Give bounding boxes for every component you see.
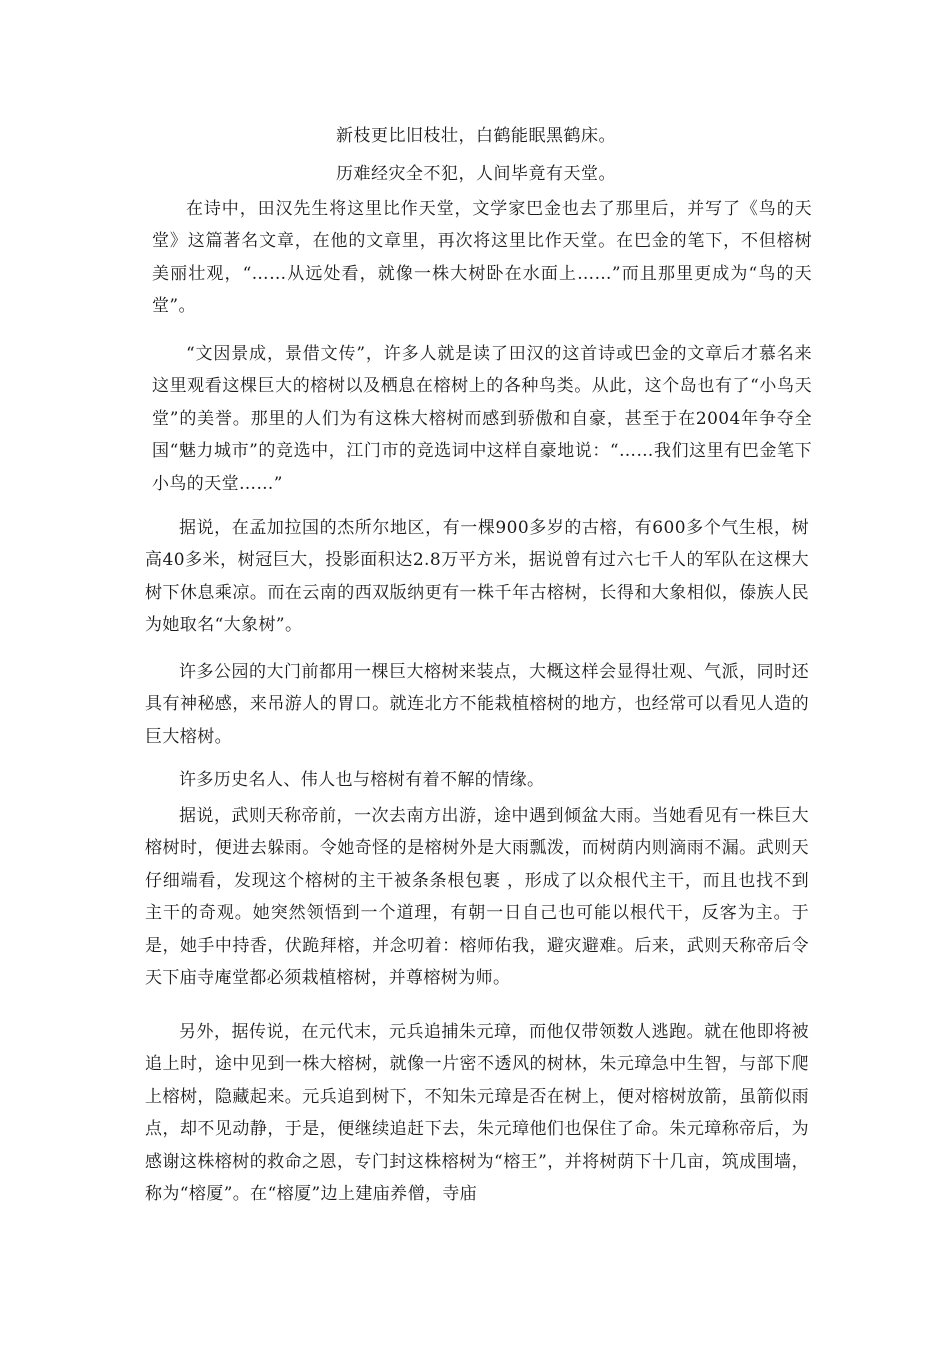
- poem-line-2: 历难经灾全不犯，人间毕竟有天堂。: [336, 164, 616, 184]
- paragraph-wen-yin-jing-cheng: “文因景成，景借文传”，许多人就是读了田汉的这首诗或巴金的文章后才慕名来这里观看这棵巨大的榕树以及栖息在榕树上的各种鸟类。从此，这个岛也有了“小鸟天堂”的美誉。那里的人们为有这株大榕树而感到骄傲和自豪，甚至于在2004年争夺全国“魅力城市”的竞选中，江门市的竞选词中这样自豪地说：“……我们这里有巴金笔下小鸟的天堂……”: [152, 344, 812, 494]
- paragraph-park-gates: 许多公园的大门前都用一棵巨大榕树来装点，大概这样会显得壮观、气派，同时还具有神秘感，来吊游人的胃口。就连北方不能栽植榕树的地方，也经常可以看见人造的巨大榕树。: [145, 662, 809, 747]
- paragraph-tianhan-bajin: 在诗中，田汉先生将这里比作天堂，文学家巴金也去了那里后，并写了《鸟的天堂》这篇著名文章，在他的文章里，再次将这里比作天堂。在巴金的笔下，不但榕树美丽壮观，“……从远处看，就像一株大树卧在水面上……”而且那里更成为“鸟的天堂”。: [152, 199, 812, 317]
- paragraph-wu-zetian: 据说，武则天称帝前，一次去南方出游，途中遇到倾盆大雨。当她看见有一株巨大榕树时，便进去躲雨。令她奇怪的是榕树外是大雨瓢泼，而树荫内则滴雨不漏。武则天仔细端看，发现这个榕树的主干被条条根包裹 ，形成了以众根代主干，而且也找不到主干的奇观。她突然领悟到一个道理，有朝一日自己也可能以根代干，反客为主。于是，她手中持香，伏跪拜榕，并念叨着：榕师佑我，避灾避难。后来，武则天称帝后令天下庙寺庵堂都必须栽植榕树，并尊榕树为师。: [145, 806, 809, 989]
- paragraph-bangladesh-banyan: 据说，在孟加拉国的杰所尔地区，有一棵900多岁的古榕，有600多个气生根，树高40多米，树冠巨大，投影面积达2.8万平方米，据说曾有过六七千人的军队在这棵大树下休息乘凉。而在云南的西双版纳更有一株千年古榕树，长得和大象相似，傣族人民为她取名“大象树”。: [145, 518, 809, 636]
- paragraph-zhu-yuanzhang: 另外，据传说，在元代末，元兵追捕朱元璋，而他仅带领数人逃跑。就在他即将被追上时，途中见到一株大榕树，就像一片密不透风的树林，朱元璋急中生智，与部下爬上榕树，隐藏起来。元兵追到树下，不知朱元璋是否在树上，便对榕树放箭，虽箭似雨点，却不见动静，于是，便继续追赶下去，朱元璋他们也保住了命。朱元璋称帝后，为感谢这株榕树的救命之恩，专门封这株榕树为“榕王”，并将树荫下十几亩，筑成围墙，称为“榕厦”。在“榕厦”边上建庙养僧，寺庙: [145, 1022, 809, 1205]
- poem-line-1: 新枝更比旧枝壮，白鹤能眠黑鹤床。: [336, 126, 616, 146]
- paragraph-historical-figures: 许多历史名人、伟人也与榕树有着不解的情缘。: [179, 770, 545, 790]
